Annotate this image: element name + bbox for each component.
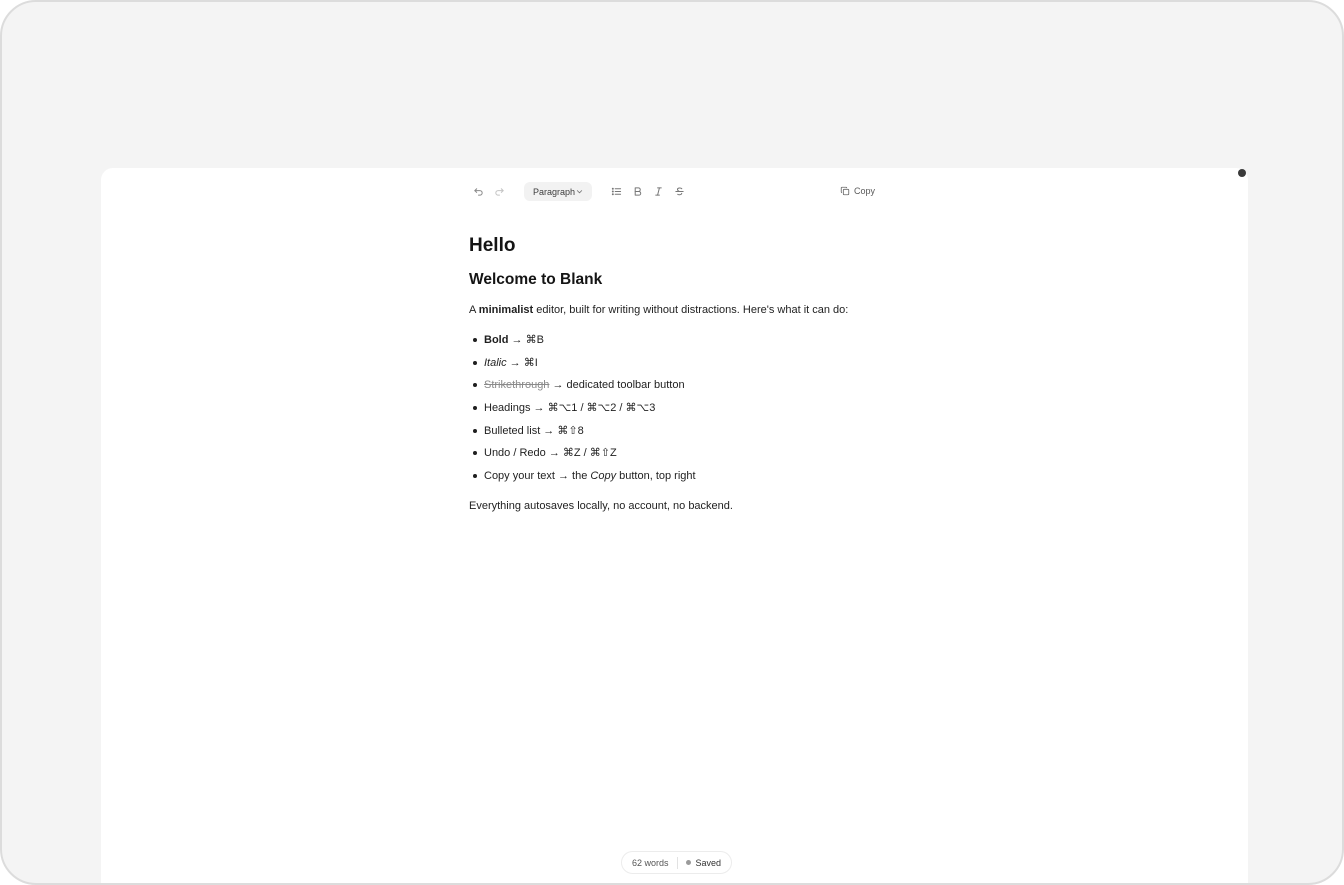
document-heading-1: Hello [469, 235, 516, 256]
undo-icon [473, 186, 484, 197]
list-item [469, 466, 889, 489]
block-style-select[interactable] [524, 182, 592, 201]
list-item-styled: Italic [484, 356, 507, 369]
list-item-styled: Bold [484, 334, 509, 346]
list-item: Headings → ⌘⌥1 / ⌘⌥2 / ⌘⌥3 [469, 398, 889, 421]
list-item-text: → dedicated toolbar button [549, 379, 685, 392]
redo-button[interactable] [490, 182, 508, 200]
editor-toolbar [469, 180, 877, 202]
save-status-dot-icon [686, 860, 691, 865]
status-pill [621, 851, 732, 874]
italic-button[interactable] [649, 182, 667, 200]
status-divider [677, 857, 678, 869]
document-heading-2: Welcome to Blank [469, 271, 603, 288]
copy-icon [840, 186, 850, 196]
redo-icon [494, 186, 505, 197]
outro-paragraph: Everything autosaves locally, no account, no backend. [469, 499, 733, 512]
strikethrough-icon [674, 186, 685, 197]
list-item-styled: Copy [590, 470, 617, 483]
editor-window [101, 168, 1248, 885]
list-item [469, 353, 889, 376]
bulleted-list-button[interactable] [607, 182, 625, 200]
italic-icon [653, 186, 664, 197]
intro-paragraph [469, 300, 889, 320]
list-item: Undo / Redo → ⌘Z / ⌘⇧Z [469, 443, 889, 466]
intro-prefix: A [469, 304, 479, 316]
bulleted-list-icon [611, 186, 622, 197]
feature-list [469, 330, 889, 489]
chevron-down-icon [576, 188, 583, 195]
window-indicator [1238, 169, 1246, 177]
list-item-text: → ⌘I [506, 356, 538, 369]
list-item-text: Copy your text → the [484, 470, 591, 483]
undo-button[interactable] [469, 182, 487, 200]
list-item-styled: Strikethrough [484, 379, 550, 392]
intro-suffix: editor, built for writing without distractions. Here's what it can do: [533, 304, 849, 316]
list-item [469, 375, 889, 398]
copy-button[interactable] [840, 182, 875, 200]
intro-bold-word: minimalist [478, 304, 534, 316]
word-count: 62 words [632, 857, 669, 868]
document-body[interactable] [469, 232, 889, 516]
copy-label: Copy [853, 186, 875, 196]
block-style-label: Paragraph [533, 186, 576, 197]
list-item-text: → ⌘B [508, 334, 544, 346]
save-status-label: Saved [695, 857, 722, 868]
list-item [469, 330, 889, 353]
bold-button[interactable] [628, 182, 646, 200]
save-status [686, 858, 722, 868]
list-item: Bulleted list → ⌘⇧8 [469, 421, 889, 444]
bold-icon [632, 186, 643, 197]
list-item-text: button, top right [616, 470, 696, 483]
strikethrough-button[interactable] [670, 182, 688, 200]
